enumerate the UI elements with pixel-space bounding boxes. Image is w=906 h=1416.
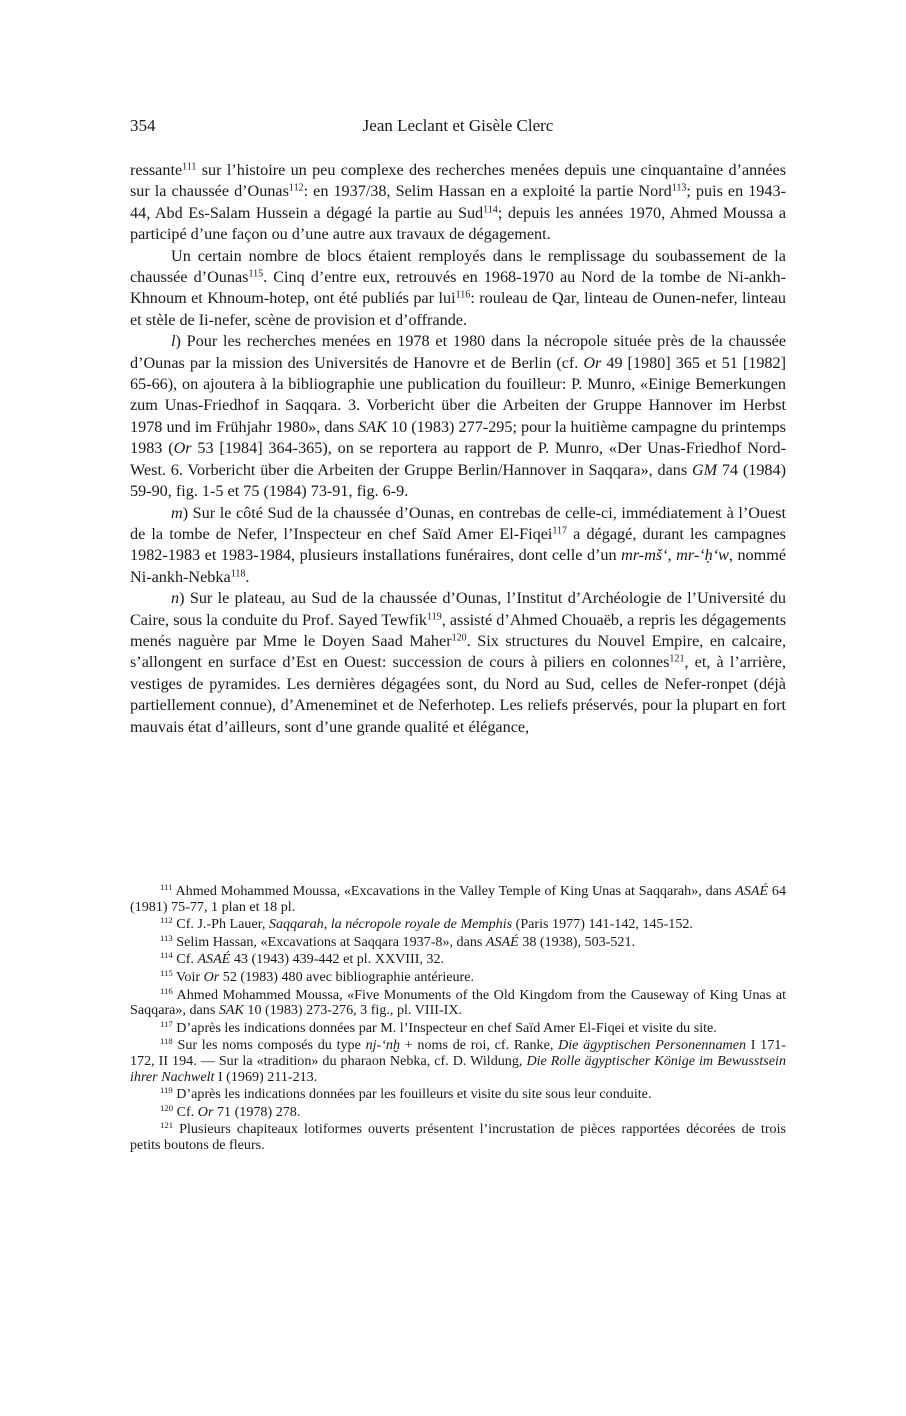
text-run: 43 (1943) 439-442 et pl. XXVIII, 32. [230, 951, 445, 968]
note-ref: 119 [427, 611, 442, 623]
text-run: 38 (1938), 503-521. [518, 933, 636, 950]
text-run: , [667, 546, 677, 565]
footnote [130, 985, 786, 1019]
italic-text: ASAÉ [197, 951, 231, 968]
footnote [130, 932, 786, 951]
text-run: . Cinq d’entre eux, retrouvés en 1968-1970 au Nord de la tombe de Ni-ankh-Khnoum et Khnoum-hotep, ont été publiés par lui [130, 268, 786, 308]
text-run: ) Sur le côté Sud de la chaussée d’Ounas, en contrebas de celle-ci, immédiatement à l’Ouest de la tombe de Nefer, l’Inspecteur en chef Saïd Amer El-Fiqei [130, 503, 786, 543]
note-ref: 111 [182, 161, 197, 173]
text-run: I (1969) 211-213. [214, 1068, 318, 1085]
footnote [130, 917, 786, 933]
paragraph [130, 588, 786, 738]
text-run: Sur les noms composés du type [172, 1037, 366, 1054]
note-ref: 119 [160, 1085, 173, 1096]
footnote [130, 1102, 786, 1121]
note-ref: 112 [288, 182, 304, 194]
footnotes [130, 884, 786, 1156]
footnote [130, 884, 786, 915]
text-run: (Paris 1977) 141-142, 145-152. [512, 916, 693, 933]
text-run: ressante [130, 161, 183, 179]
text-run: ; puis en 1943-44, Abd Es-Salam Hussein a dégagé la partie au Sud [130, 182, 786, 222]
note-ref: 115 [248, 268, 264, 280]
italic-text: Or [173, 439, 192, 458]
text-run: a dégagé, durant les campagnes 1982-1983 et 1983-1984, plusieurs installations funéraires, dont celle d’un [130, 524, 786, 565]
note-ref: 120 [451, 632, 467, 644]
text-run: : rouleau de Qar, linteau de Ounen-nefer, linteau et stèle de Ii-nefer, scène de provision et d’offrande. [130, 289, 787, 329]
text-run: Voir [172, 968, 204, 985]
text-run: Cf. [173, 1103, 198, 1120]
text-run: 71 (1978) 278. [213, 1103, 301, 1120]
text-run: Selim Hassan, «Excavations at Saqqara 1937-8», dans [172, 933, 486, 950]
note-ref: 113 [160, 932, 173, 943]
footnote [130, 1038, 786, 1085]
note-ref: 116 [455, 289, 471, 301]
running-head: Jean Leclant et Gisèle Clerc [362, 116, 554, 135]
text-run: 53 [1984] 364-365), on se reportera au rapport de P. Munro, «Der Unas-Friedhof Nord-West. 6. Vorbericht über die Arbeiten der Gruppe Berlin/Hannover in Saqqara», dans [130, 439, 786, 479]
note-ref: 112 [160, 915, 173, 926]
page-number: 354 [130, 116, 156, 135]
text-run: D’après les indications données par M. l’Inspecteur en chef Saïd Amer El-Fiqei et visite du site. [172, 1019, 717, 1036]
text-run: I 171-172, II 194. — Sur la «tradition» du pharaon Nebka, cf. D. Wildung, [130, 1037, 786, 1069]
note-ref: 114 [483, 204, 498, 216]
text-run: , assisté d’Ahmed Chouaëb, a repris les dégagements menés naguère par Mme le Doyen Saad Maher [130, 610, 786, 650]
italic-text: GM [691, 460, 718, 479]
text-run: , et, à l’arrière, vestiges de pyramides. Les dernières dégagées sont, du Nord au Sud, celles de Nefer-ronpet (déjà partiellement connue), d’Ameneminet et de Neferhotep. Les reliefs préservés, pour la plupart en fort mauvais état d’ailleurs, sont d’une grande qualité et élégance, [130, 653, 787, 736]
note-ref: 113 [671, 182, 687, 194]
text-run: ) Sur le plateau, au Sud de la chaussée d’Ounas, l’Institut d’Archéologie de l’Université du Caire, sous la conduite du Prof. Sayed Tewfik [130, 589, 786, 629]
footnote [130, 1018, 786, 1037]
italic-text: Or [197, 1103, 214, 1120]
footnote [130, 970, 786, 986]
italic-text: Die ägyptischen Personennamen [558, 1037, 746, 1054]
italic-text: n [171, 589, 180, 608]
note-ref: 121 [669, 653, 685, 665]
note-ref: 117 [552, 525, 568, 537]
paragraph [130, 160, 786, 246]
italic-text: mr-‘ḥ‘w [676, 546, 729, 565]
text-run: 10 (1983) 277-295; pour la huitième campagne du printemps 1983 ( [130, 417, 786, 458]
text-run: Ahmed Mohammed Moussa, «Excavations in the Valley Temple of King Unas at Saqqarah», dans [172, 883, 736, 899]
text-run: ) Pour les recherches menées en 1978 et 1980 dans la nécropole située près de la chaussée d’Ounas par la mission des Universités de Hanovre et de Berlin (cf. [130, 332, 786, 372]
text-run: Un certain nombre de blocs étaient remployés dans le remplissage du soubassement de la chaussée d’Ounas [130, 246, 786, 287]
text-run: + noms de roi, cf. Ranke, [400, 1037, 559, 1054]
italic-text: Die Rolle ägyptischer Könige im Bewusstsein ihrer Nachwelt [130, 1052, 787, 1085]
note-ref: 117 [160, 1018, 173, 1029]
note-ref: 116 [160, 985, 173, 996]
note-ref: 115 [160, 968, 173, 979]
text-run: 10 (1983) 273-276, 3 fig., pl. VIII-IX. [243, 1002, 463, 1019]
italic-text: l [171, 332, 176, 351]
text-run: Cf. [172, 951, 198, 968]
text-run: D’après les indications données par les fouilleurs et visite du site sous leur conduite. [172, 1086, 652, 1103]
text-run: Plusieurs chapiteaux lotiformes ouverts présentent l’incrustation de pièces rapportées décorées de trois petits boutons de fleurs. [130, 1121, 786, 1153]
italic-text: Or [583, 353, 602, 372]
italic-text: mr-mš‘ [621, 546, 668, 565]
text-run: 74 (1984) 59-90, fig. 1-5 et 75 (1984) 73-91, fig. 6-9. [130, 460, 787, 501]
italic-text: Or [203, 968, 220, 985]
italic-text: SAK [358, 417, 387, 436]
note-ref: 111 [160, 882, 173, 893]
text-run: 64 (1981) 75-77, 1 plan et 18 pl. [130, 883, 786, 915]
text-run: 49 [1980] 365 et 51 [1982] 65-66), on ajoutera à la bibliographie une publication du fouilleur: P. Munro, «Einige Bemerkungen zum Unas-Friedhof in Saqqara. 3. Vorbericht über die Arbeiten der Gruppe Hannover im Herbst 1978 und im Frühjahr 1980», dans [130, 353, 786, 436]
footnote [130, 952, 786, 968]
text-run: Ahmed Mohammed Moussa, «Five Monuments of the Old Kingdom from the Causeway of King Unas at Saqqara», dans [130, 986, 786, 1019]
text-run: 52 (1983) 480 avec bibliographie antérieure. [219, 968, 475, 985]
italic-text: ASAÉ [735, 883, 769, 899]
note-ref: 120 [160, 1102, 174, 1113]
italic-text: Saqqarah, la nécropole royale de Memphis [268, 916, 513, 933]
text-run: Cf. J.-Ph Lauer, [172, 916, 269, 933]
paragraph [130, 246, 786, 332]
text-run: . [245, 567, 250, 586]
footnote [130, 1122, 786, 1153]
italic-text: nj-‘nḫ [365, 1037, 401, 1054]
note-ref: 121 [160, 1120, 174, 1131]
italic-text: m [171, 503, 183, 522]
paragraph [130, 503, 786, 589]
page-header [130, 116, 786, 140]
text-run: : en 1937/38, Selim Hassan en a exploité la partie Nord [303, 182, 672, 201]
italic-text: ASAÉ [485, 933, 519, 950]
paragraph [130, 331, 786, 502]
body-text [130, 160, 786, 738]
text-run: , nommé Ni-ankh-Nebka [130, 546, 787, 586]
note-ref: 118 [230, 568, 246, 580]
text-run: ; depuis les années 1970, Ahmed Moussa a participé d’une façon ou d’une autre aux travaux de dégagement. [130, 203, 786, 244]
footnote [130, 1087, 786, 1103]
italic-text: SAK [218, 1002, 244, 1019]
text-run: sur l’histoire un peu complexe des recherches menées depuis une cinquantaine d’années sur la chaussée d’Ounas [130, 161, 786, 201]
note-ref: 114 [160, 950, 173, 961]
text-run: . Six structures du Nouvel Empire, en calcaire, s’allongent en surface d’Est en Ouest: succession de cours à piliers en colonnes [130, 631, 786, 672]
note-ref: 118 [160, 1036, 173, 1047]
